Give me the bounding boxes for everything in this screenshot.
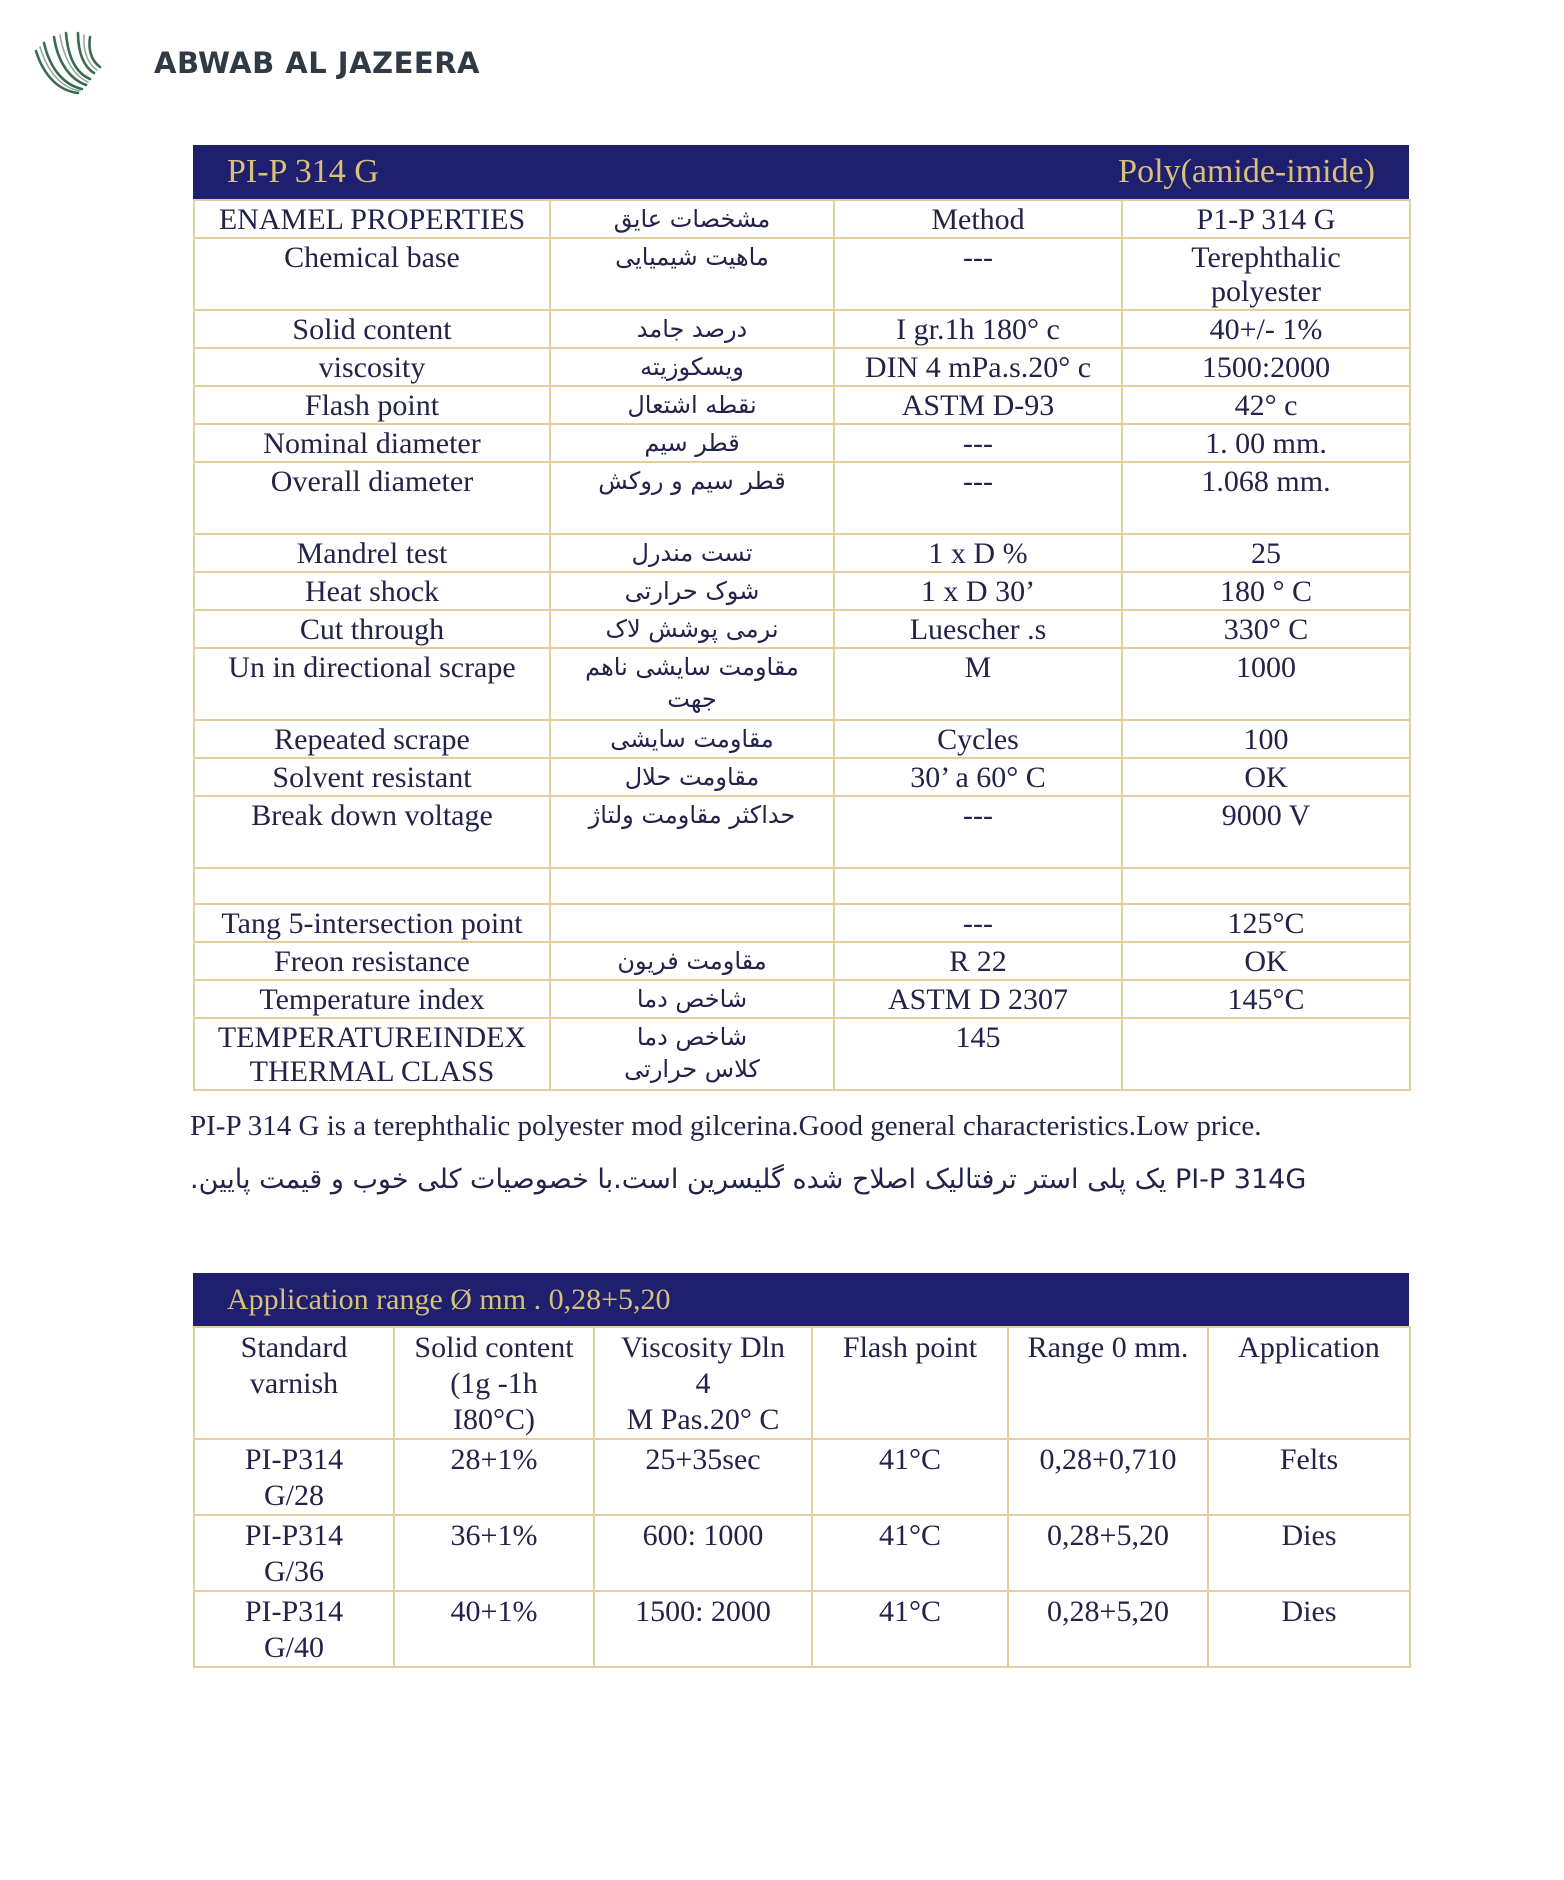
description-english: PI-P 314 G is a terephthalic polyester mod gilcerina.Good general characteristics.Low price. <box>190 1110 1262 1142</box>
property-name: Break down voltage <box>194 796 550 868</box>
description-persian: PI-P 314G یک پلی استر ترفتالیک اصلاح شده گلیسرین است.با خصوصیات کلی خوب و قیمت پایین. <box>190 1164 1307 1195</box>
application-cell: 41°C <box>812 1439 1008 1515</box>
application-row <box>194 1439 1410 1515</box>
property-value: P1-P 314 G <box>1122 200 1410 238</box>
property-row <box>194 534 1410 572</box>
property-name: Flash point <box>194 386 550 424</box>
property-method: 30’ a 60° C <box>834 758 1122 796</box>
property-row <box>194 942 1410 980</box>
property-name-persian: مشخصات عایق <box>550 200 834 238</box>
properties-header-bar <box>193 145 1409 199</box>
property-row <box>194 610 1410 648</box>
property-method: ASTM D-93 <box>834 386 1122 424</box>
property-name-persian: مقاومت حلال <box>550 758 834 796</box>
property-row <box>194 868 1410 904</box>
application-cell: Dies <box>1208 1515 1410 1591</box>
property-value: 145°C <box>1122 980 1410 1018</box>
property-name-persian: شاخص دما کلاس حرارتی <box>550 1018 834 1090</box>
property-method: Luescher .s <box>834 610 1122 648</box>
application-cell: 0,28+5,20 <box>1008 1515 1208 1591</box>
property-value: 330° C <box>1122 610 1410 648</box>
application-cell: 36+1% <box>394 1515 594 1591</box>
property-value: 180 ° C <box>1122 572 1410 610</box>
property-method: --- <box>834 796 1122 868</box>
property-name <box>194 868 550 904</box>
column-header: Standard varnish <box>194 1327 394 1439</box>
property-name: TEMPERATUREINDEX THERMAL CLASS <box>194 1018 550 1090</box>
property-row <box>194 980 1410 1018</box>
property-name-persian: درصد جامد <box>550 310 834 348</box>
application-cell: 0,28+0,710 <box>1008 1439 1208 1515</box>
property-row <box>194 348 1410 386</box>
column-header: Solid content (1g -1h I80°C) <box>394 1327 594 1439</box>
property-method: R 22 <box>834 942 1122 980</box>
column-header: Viscosity Dln 4 M Pas.20° C <box>594 1327 812 1439</box>
application-cell: 40+1% <box>394 1591 594 1667</box>
property-method: 1 x D % <box>834 534 1122 572</box>
property-value: 1.068 mm. <box>1122 462 1410 534</box>
property-name: Temperature index <box>194 980 550 1018</box>
property-method: --- <box>834 904 1122 942</box>
property-row <box>194 904 1410 942</box>
property-row <box>194 424 1410 462</box>
property-method: M <box>834 648 1122 720</box>
property-row <box>194 796 1410 868</box>
property-method: 145 <box>834 1018 1122 1090</box>
property-row <box>194 758 1410 796</box>
application-cell: 41°C <box>812 1515 1008 1591</box>
application-cell: 25+35sec <box>594 1439 812 1515</box>
property-row <box>194 462 1410 534</box>
property-row <box>194 386 1410 424</box>
property-name: Solvent resistant <box>194 758 550 796</box>
property-value: OK <box>1122 942 1410 980</box>
property-row <box>194 200 1410 238</box>
property-name: Freon resistance <box>194 942 550 980</box>
application-row <box>194 1515 1410 1591</box>
property-value: 25 <box>1122 534 1410 572</box>
column-header: Range 0 mm. <box>1008 1327 1208 1439</box>
application-range-title: Application range Ø mm . 0,28+5,20 <box>227 1282 671 1316</box>
property-method: --- <box>834 462 1122 534</box>
brand-header <box>30 28 480 98</box>
column-header: Flash point <box>812 1327 1008 1439</box>
property-value: 40+/- 1% <box>1122 310 1410 348</box>
application-cell: 41°C <box>812 1591 1008 1667</box>
application-cell: PI-P314 G/40 <box>194 1591 394 1667</box>
property-row <box>194 238 1410 310</box>
property-value: OK <box>1122 758 1410 796</box>
column-header: Application <box>1208 1327 1410 1439</box>
property-name-persian: نقطه اشتعال <box>550 386 834 424</box>
property-name: Cut through <box>194 610 550 648</box>
property-value: Terephthalic polyester <box>1122 238 1410 310</box>
property-name: viscosity <box>194 348 550 386</box>
property-name-persian: قطر سیم <box>550 424 834 462</box>
brand-name: ABWAB AL JAZEERA <box>154 46 480 80</box>
property-value: 1. 00 mm. <box>1122 424 1410 462</box>
application-row <box>194 1591 1410 1667</box>
application-table <box>193 1326 1411 1668</box>
application-cell: PI-P314 G/28 <box>194 1439 394 1515</box>
application-sheet <box>193 1273 1409 1668</box>
application-cell: 28+1% <box>394 1439 594 1515</box>
property-method: I gr.1h 180° c <box>834 310 1122 348</box>
property-row <box>194 648 1410 720</box>
property-name-persian: شوک حرارتی <box>550 572 834 610</box>
property-name: ENAMEL PROPERTIES <box>194 200 550 238</box>
property-name-persian: مقاومت سایشی ناهم جهت <box>550 648 834 720</box>
property-value: 42° c <box>1122 386 1410 424</box>
properties-sheet <box>193 145 1409 1091</box>
property-name: Chemical base <box>194 238 550 310</box>
property-value <box>1122 868 1410 904</box>
property-row <box>194 572 1410 610</box>
property-name-persian: حداکثر مقاومت ولتاژ <box>550 796 834 868</box>
property-name-persian: تست مندرل <box>550 534 834 572</box>
property-value: 1500:2000 <box>1122 348 1410 386</box>
application-cell: PI-P314 G/36 <box>194 1515 394 1591</box>
application-header-row <box>194 1327 1410 1439</box>
application-cell: Dies <box>1208 1591 1410 1667</box>
property-method: Method <box>834 200 1122 238</box>
property-name-persian: شاخص دما <box>550 980 834 1018</box>
property-method: 1 x D 30’ <box>834 572 1122 610</box>
property-name: Overall diameter <box>194 462 550 534</box>
properties-table <box>193 199 1411 1091</box>
application-cell: 600: 1000 <box>594 1515 812 1591</box>
property-value: 1000 <box>1122 648 1410 720</box>
property-method: DIN 4 mPa.s.20° c <box>834 348 1122 386</box>
property-value: 125°C <box>1122 904 1410 942</box>
property-name-persian <box>550 868 834 904</box>
property-name-persian: ویسکوزیته <box>550 348 834 386</box>
property-value: 9000 V <box>1122 796 1410 868</box>
property-name: Repeated scrape <box>194 720 550 758</box>
property-row <box>194 1018 1410 1090</box>
property-name: Nominal diameter <box>194 424 550 462</box>
property-name-persian <box>550 904 834 942</box>
property-name: Un in directional scrape <box>194 648 550 720</box>
property-value <box>1122 1018 1410 1090</box>
property-name: Tang 5-intersection point <box>194 904 550 942</box>
property-name-persian: قطر سیم و روکش <box>550 462 834 534</box>
property-row <box>194 720 1410 758</box>
property-name-persian: مقاومت فریون <box>550 942 834 980</box>
application-cell: 1500: 2000 <box>594 1591 812 1667</box>
property-method: Cycles <box>834 720 1122 758</box>
property-name: Heat shock <box>194 572 550 610</box>
application-cell: Felts <box>1208 1439 1410 1515</box>
property-method: --- <box>834 424 1122 462</box>
property-name-persian: مقاومت سایشی <box>550 720 834 758</box>
property-name-persian: ماهیت شیمیایی <box>550 238 834 310</box>
property-method: --- <box>834 238 1122 310</box>
property-name-persian: نرمی پوشش لاک <box>550 610 834 648</box>
property-row <box>194 310 1410 348</box>
property-method <box>834 868 1122 904</box>
property-name: Solid content <box>194 310 550 348</box>
product-family: Poly(amide-imide) <box>1118 153 1375 190</box>
property-method: ASTM D 2307 <box>834 980 1122 1018</box>
leaf-fan-logo-icon <box>30 29 106 97</box>
property-value: 100 <box>1122 720 1410 758</box>
property-name: Mandrel test <box>194 534 550 572</box>
product-code: PI-P 314 G <box>227 153 379 190</box>
application-cell: 0,28+5,20 <box>1008 1591 1208 1667</box>
application-header-bar <box>193 1273 1409 1326</box>
